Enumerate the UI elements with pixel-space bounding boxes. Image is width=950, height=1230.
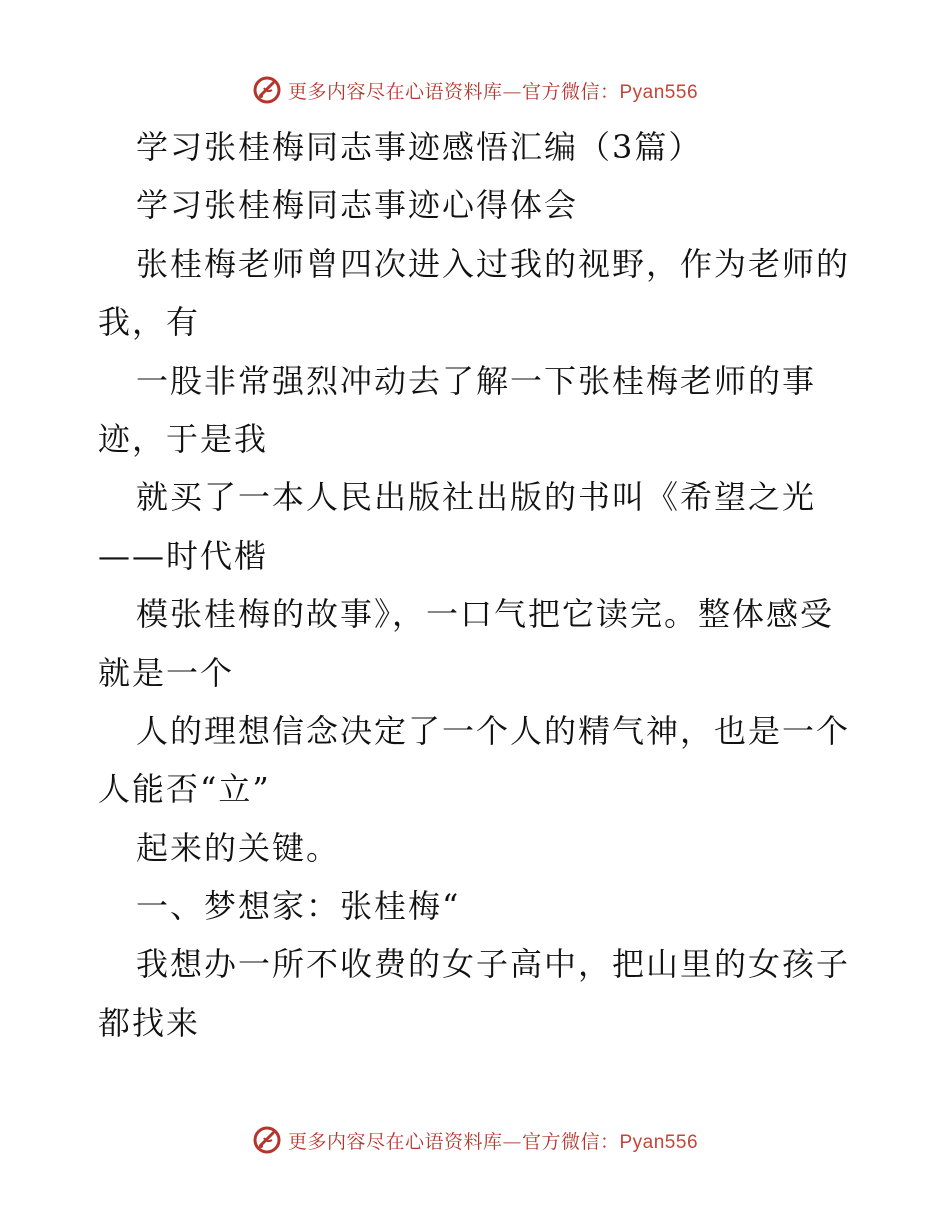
paragraph-line: 一股非常强烈冲动去了解一下张桂梅老师的事 xyxy=(136,361,817,400)
document-title: 学习张桂梅同志事迹感悟汇编（3篇） xyxy=(136,128,703,166)
paragraph-line: 都找来 xyxy=(98,1003,201,1042)
watermark-wechat-id: Pyan556 xyxy=(619,81,699,103)
paragraph-line: 就买了一本人民出版社出版的书叫《希望之光 xyxy=(136,478,817,517)
watermark-text: 更多内容尽在心语资料库 xyxy=(287,1130,503,1153)
seal-logo-icon xyxy=(252,1125,282,1155)
paragraph-line: 模张桂梅的故事》，一口气把它读完。整体感受 xyxy=(136,595,835,634)
paragraph-line: 迹，于是我 xyxy=(98,419,269,458)
paragraph-line: 我想办一所不收费的女子高中，把山里的女孩子 xyxy=(136,945,851,984)
seal-logo-icon xyxy=(252,75,282,105)
header-watermark xyxy=(0,70,950,110)
paragraph-line: 人的理想信念决定了一个人的精气神，也是一个 xyxy=(136,711,851,750)
section-heading: 一、梦想家：张桂梅“ xyxy=(136,887,461,926)
watermark-separator: — xyxy=(502,1130,522,1153)
watermark-separator: — xyxy=(502,80,522,103)
document-subtitle: 学习张桂梅同志事迹心得体会 xyxy=(136,186,579,225)
paragraph-line: ——时代楷 xyxy=(98,536,269,575)
paragraph-line: 我，有 xyxy=(98,303,201,342)
watermark-suffix: 官方微信： xyxy=(521,80,620,103)
watermark-wechat-id: Pyan556 xyxy=(619,1131,699,1153)
document-body xyxy=(98,118,888,1052)
paragraph-line: 张桂梅老师曾四次进入过我的视野，作为老师的 xyxy=(136,244,851,283)
footer-watermark xyxy=(0,1120,950,1160)
watermark-suffix: 官方微信： xyxy=(521,1130,620,1153)
paragraph-line: 人能否“立” xyxy=(98,770,271,809)
watermark-text: 更多内容尽在心语资料库 xyxy=(287,80,503,103)
paragraph-line: 就是一个 xyxy=(98,653,235,692)
paragraph-line: 起来的关键。 xyxy=(136,828,341,867)
